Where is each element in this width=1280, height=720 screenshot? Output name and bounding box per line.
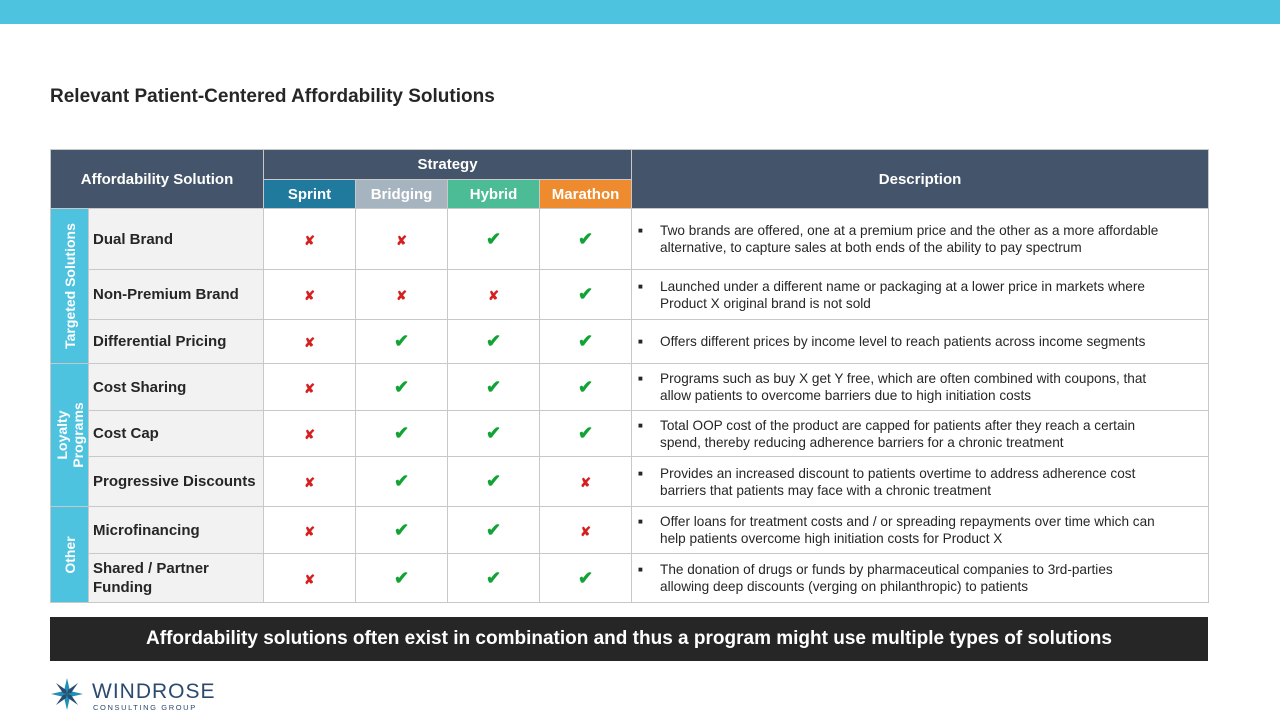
table-row <box>51 209 1209 270</box>
group-label <box>62 536 78 573</box>
strategy-mark-cell <box>540 411 632 457</box>
bullet-icon: ■ <box>638 468 643 478</box>
strategy-mark-cell <box>448 457 540 507</box>
description-cell <box>632 270 1209 320</box>
check-icon: ✔ <box>393 519 410 540</box>
strategy-marathon: Marathon <box>540 180 632 209</box>
strategy-mark-cell <box>448 209 540 270</box>
table-body <box>51 209 1209 603</box>
description-line: The donation of drugs or funds by pharmaceutical companies to 3rd-parties <box>660 562 1113 577</box>
cross-icon: ✘ <box>304 232 315 248</box>
affordability-table <box>50 149 1209 603</box>
group-label-cell <box>51 364 89 507</box>
description-cell <box>632 364 1209 411</box>
strategy-mark-cell <box>540 554 632 603</box>
strategy-mark-cell <box>448 554 540 603</box>
description-line: Provides an increased discount to patients overtime to address adherence cost <box>660 465 1136 481</box>
check-icon: ✔ <box>485 519 502 540</box>
group-label-cell <box>51 507 89 603</box>
solution-name: Progressive Discounts <box>89 457 264 507</box>
header-solution: Affordability Solution <box>51 150 264 209</box>
cross-icon: ✘ <box>304 427 315 442</box>
strategy-mark-cell <box>540 457 632 507</box>
table-row <box>51 270 1209 320</box>
cross-icon: ✘ <box>580 523 591 539</box>
description-cell <box>632 209 1209 270</box>
cross-icon: ✘ <box>304 523 315 539</box>
description-text <box>660 513 1155 547</box>
header-description: Description <box>632 150 1209 209</box>
strategy-mark-cell <box>540 209 632 270</box>
description-text <box>660 278 1145 312</box>
strategy-mark-cell <box>356 411 448 457</box>
description-line: Programs such as buy X get Y free, which are often combined with coupons, that <box>660 371 1147 386</box>
strategy-mark-cell <box>448 364 540 411</box>
check-icon: ✔ <box>485 376 502 397</box>
top-accent-bar <box>0 0 1280 24</box>
description-line: Launched under a different name or packaging at a lower price in markets where <box>660 278 1145 294</box>
description-line: allowing deep discounts (verging on philanthropic) to patients <box>660 579 1029 594</box>
strategy-bridging: Bridging <box>356 180 448 209</box>
cross-icon: ✘ <box>396 232 407 248</box>
cross-icon: ✘ <box>304 335 315 350</box>
check-icon: ✔ <box>577 331 594 351</box>
strategy-mark-cell <box>540 507 632 554</box>
strategy-sprint: Sprint <box>264 180 356 209</box>
check-icon: ✔ <box>393 331 410 351</box>
table-row <box>51 364 1209 411</box>
cross-icon: ✘ <box>396 288 407 303</box>
group-label-line: Programs <box>69 402 86 468</box>
cross-icon: ✘ <box>304 380 315 396</box>
check-icon: ✔ <box>485 331 502 351</box>
check-icon: ✔ <box>577 284 594 304</box>
description-cell <box>632 507 1209 554</box>
bullet-icon: ■ <box>638 420 643 430</box>
description-text <box>660 561 1113 595</box>
strategy-mark-cell <box>356 554 448 603</box>
description-line: alternative, to capture sales at both ends of the ability to pay spectrum <box>660 240 1082 255</box>
bullet-icon: ■ <box>638 281 643 291</box>
group-label-line: Loyalty <box>53 410 70 460</box>
description-text <box>660 370 1146 404</box>
strategy-mark-cell <box>356 364 448 411</box>
check-icon: ✔ <box>393 423 410 443</box>
strategy-mark-cell <box>448 411 540 457</box>
strategy-mark-cell <box>264 411 356 457</box>
summary-banner: Affordability solutions often exist in combination and thus a program might use multiple types of solutions <box>50 617 1208 661</box>
check-icon: ✔ <box>485 471 502 491</box>
description-line: Two brands are offered, one at a premium price and the other as a more affordable <box>660 223 1159 238</box>
description-text <box>660 417 1135 451</box>
group-label-line: Other <box>61 535 78 574</box>
check-icon: ✔ <box>485 423 502 443</box>
solution-name: Shared / Partner Funding <box>89 554 264 603</box>
description-text <box>660 333 1145 350</box>
group-label <box>62 223 78 349</box>
strategy-mark-cell <box>264 270 356 320</box>
strategy-mark-cell <box>448 507 540 554</box>
description-cell <box>632 457 1209 507</box>
cross-icon: ✘ <box>304 288 315 303</box>
check-icon: ✔ <box>485 567 502 588</box>
group-label-line: Targeted Solutions <box>61 223 78 349</box>
bullet-icon: ■ <box>638 565 643 574</box>
description-line: Offer loans for treatment costs and / or spreading repayments over time which can <box>660 514 1155 529</box>
bullet-icon: ■ <box>638 226 643 235</box>
check-icon: ✔ <box>577 376 594 397</box>
slide-title: Relevant Patient-Centered Affordability Solutions <box>50 86 495 107</box>
solution-name: Differential Pricing <box>89 320 264 364</box>
cross-icon: ✘ <box>580 475 591 490</box>
compass-logo-icon <box>50 677 84 711</box>
solution-name: Cost Cap <box>89 411 264 457</box>
strategy-mark-cell <box>448 270 540 320</box>
table-row <box>51 320 1209 364</box>
strategy-hybrid: Hybrid <box>448 180 540 209</box>
strategy-mark-cell <box>356 209 448 270</box>
description-text <box>660 465 1135 499</box>
check-icon: ✔ <box>393 471 410 491</box>
logo-subtitle: CONSULTING GROUP <box>93 703 197 712</box>
logo-name: WINDROSE <box>92 680 216 703</box>
strategy-mark-cell <box>540 364 632 411</box>
solution-name: Cost Sharing <box>89 364 264 411</box>
description-line: allow patients to overcome barriers due to high initiation costs <box>660 388 1032 403</box>
bullet-icon: ■ <box>638 374 643 383</box>
cross-icon: ✘ <box>488 288 499 303</box>
description-cell <box>632 554 1209 603</box>
check-icon: ✔ <box>485 228 502 249</box>
table-row <box>51 554 1209 603</box>
strategy-mark-cell <box>540 320 632 364</box>
description-line: help patients overcome high initiation costs for Product X <box>660 531 1003 546</box>
cross-icon: ✘ <box>304 475 315 490</box>
cross-icon: ✘ <box>304 571 315 587</box>
strategy-mark-cell <box>264 320 356 364</box>
description-cell <box>632 320 1209 364</box>
table-row <box>51 507 1209 554</box>
group-label <box>54 402 86 467</box>
solution-name: Non-Premium Brand <box>89 270 264 320</box>
check-icon: ✔ <box>393 376 410 397</box>
strategy-mark-cell <box>356 320 448 364</box>
group-label-cell <box>51 209 89 364</box>
strategy-mark-cell <box>356 457 448 507</box>
check-icon: ✔ <box>577 567 594 588</box>
description-line: Total OOP cost of the product are capped for patients after they reach a certain <box>660 417 1136 433</box>
description-line: barriers that patients may face with a chronic treatment <box>660 482 991 498</box>
solution-name: Dual Brand <box>89 209 264 270</box>
description-line: Product X original brand is not sold <box>660 295 871 311</box>
header-strategy: Strategy <box>264 150 632 180</box>
table-row <box>51 457 1209 507</box>
strategy-mark-cell <box>448 320 540 364</box>
strategy-mark-cell <box>264 364 356 411</box>
check-icon: ✔ <box>577 228 594 249</box>
check-icon: ✔ <box>577 423 594 443</box>
strategy-mark-cell <box>264 554 356 603</box>
description-cell <box>632 411 1209 457</box>
bullet-icon: ■ <box>638 337 643 346</box>
description-line: Offers different prices by income level to reach patients across income segments <box>660 334 1146 349</box>
description-text <box>660 222 1158 256</box>
windrose-logo <box>50 677 220 713</box>
solution-name: Microfinancing <box>89 507 264 554</box>
strategy-mark-cell <box>264 507 356 554</box>
strategy-mark-cell <box>264 457 356 507</box>
strategy-mark-cell <box>264 209 356 270</box>
bullet-icon: ■ <box>638 517 643 526</box>
check-icon: ✔ <box>393 567 410 588</box>
table-row <box>51 411 1209 457</box>
description-line: spend, thereby reducing adherence barriers for a chronic treatment <box>660 434 1064 450</box>
strategy-mark-cell <box>356 270 448 320</box>
strategy-mark-cell <box>356 507 448 554</box>
strategy-mark-cell <box>540 270 632 320</box>
